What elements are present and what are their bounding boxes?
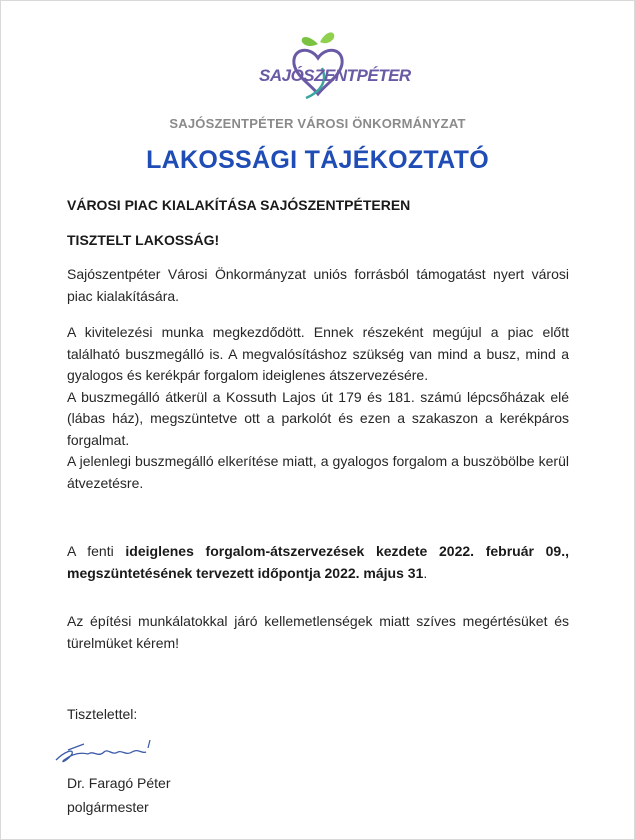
organization-name: SAJÓSZENTPÉTER VÁROSI ÖNKORMÁNYZAT <box>169 116 466 131</box>
paragraph-apology: Az építési munkálatokkal járó kellemetlenségek miatt szíves megértésüket és türelmüket kérem! <box>67 613 569 651</box>
closing: Tisztelettel: <box>67 706 138 722</box>
logo-leaf-right <box>320 32 334 43</box>
paragraph-dates <box>67 541 569 584</box>
dates-highlight: ideiglenes forgalom-átszervezések kezdete 2022. február 09., megszüntetésének tervezett időpontja 2022. május 31 <box>67 543 570 581</box>
paragraph-construction-intro: A kivitelezési munka megkezdődött. Ennek részeként megújul a piac előtt található buszmegálló is. A megvalósításhoz szükség van mind a busz, mind a gyalogos és kerékpár forgalom ideiglenes átszervezésére. <box>67 324 569 383</box>
logo-leaf-left <box>302 37 318 46</box>
letter-subject: VÁROSI PIAC KIALAKÍTÁSA SAJÓSZENTPÉTEREN <box>67 197 411 213</box>
paragraph-construction <box>67 322 569 494</box>
signer-title: polgármester <box>67 799 149 815</box>
paragraph-bus-stop-relocation: A buszmegálló átkerül a Kossuth Lajos út 179 és 181. számú lépcsőházak elé (lábas ház), megszüntetve ott a parkolót és ezen a szakaszon a kerékpáros forgalmat. <box>67 388 569 448</box>
letter-salutation: TISZTELT LAKOSSÁG! <box>67 232 220 248</box>
handwritten-signature <box>50 730 165 772</box>
page-title: LAKOSSÁGI TÁJÉKOZTATÓ <box>146 146 489 174</box>
logo-wordmark: SAJÓSZENTPÉTER <box>259 66 411 85</box>
dates-prefix: A fenti <box>67 543 126 559</box>
paragraph-pedestrian-traffic: A jelenlegi buszmegálló elkerítése miatt, a gyalogos forgalom a buszöbölbe kerül átvezetésre. <box>67 453 569 491</box>
paragraph-grant: Sajószentpéter Városi Önkormányzat uniós forrásból támogatást nyert városi piac kialakítására. <box>67 266 569 304</box>
dates-suffix: . <box>423 564 428 581</box>
town-logo <box>248 28 388 100</box>
signer-name: Dr. Faragó Péter <box>67 775 171 791</box>
